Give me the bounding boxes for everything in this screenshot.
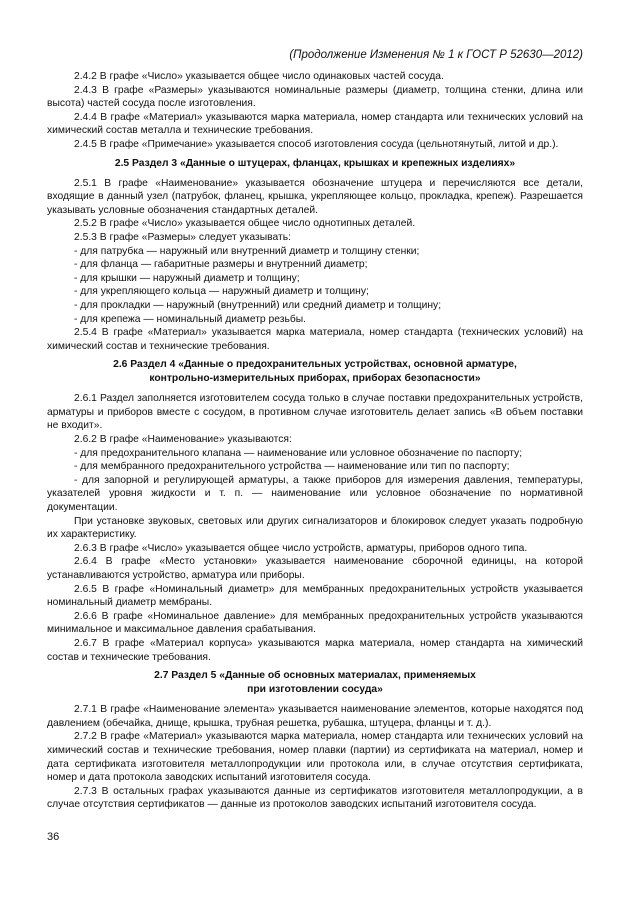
- paragraph: 2.6.5 В графе «Номинальный диаметр» для мембранных предохранительных устройств указывается номинальный диаметр мембраны.: [47, 583, 583, 609]
- paragraph: 2.6.7 В графе «Материал корпуса» указываются марка материала, номер стандарта на химический состав и технические требования.: [47, 637, 583, 663]
- paragraph: - для крышки — наружный диаметр и толщину;: [74, 272, 300, 284]
- paragraph: - для патрубка — наружный или внутренний диаметр и толщину стенки;: [74, 245, 420, 257]
- document-body: [47, 70, 583, 812]
- paragraph: - для крепежа — номинальный диаметр резьбы.: [74, 313, 306, 325]
- section-heading-line: 2.6 Раздел 4 «Данные о предохранительных устройствах, основной арматуре,: [113, 359, 517, 371]
- paragraph: 2.7.1 В графе «Наименование элемента» указывается наименование элементов, которые находятся под давлением (обечайка, днище, крышка, трубная решетка, рубашка, штуцера, фланцы и т. д.).: [47, 704, 583, 729]
- section-heading-line: при изготовлении сосуда»: [247, 684, 383, 696]
- paragraph: 2.5.1 В графе «Наименование» указывается обозначение штуцера и перечисляются все детали, входящие в данный узел (патрубок, фланец, крышка, укрепляющее кольцо, прокладка, крепеж). Разрешается указывать условные обозначения стандартных деталей.: [47, 177, 583, 216]
- paragraph: 2.5.2 В графе «Число» указывается общее число однотипных деталей.: [74, 218, 416, 230]
- section-heading: [47, 358, 583, 386]
- paragraph: 2.6.2 В графе «Наименование» указываются:: [74, 434, 292, 446]
- paragraph: 2.4.4 В графе «Материал» указываются марка материала, номер стандарта или технических условий на химический состав металла и технические требования.: [47, 111, 583, 137]
- paragraph: - для предохранительного клапана — наименование или условное обозначение по паспорту;: [74, 447, 523, 459]
- paragraph: - для укрепляющего кольца — наружный диаметр и толщину;: [74, 286, 369, 298]
- paragraph: 2.4.5 В графе «Примечание» указывается способ изготовления сосуда (цельнотянутый, литой и др.).: [74, 138, 559, 150]
- section-heading: [47, 669, 583, 697]
- paragraph: 2.5.3 В графе «Размеры» следует указывать:: [74, 231, 291, 243]
- paragraph: - для мембранного предохранительного устройства — наименование или тип по паспорту;: [74, 461, 510, 473]
- paragraph: - для запорной и регулирующей арматуры, а также приборов для измерения давления, температуры, указателей уровня жидкости и т. п. — наименование или условное обозначение по нормативной документации.: [47, 474, 583, 514]
- paragraph: - для прокладки — наружный (внутренний) или средний диаметр и толщину;: [74, 299, 442, 311]
- section-heading-line: 2.5 Раздел 3 «Данные о штуцерах, фланцах, крышках и крепежных изделиях»: [114, 157, 516, 169]
- page-number: 36: [47, 831, 60, 843]
- paragraph: 2.7.2 В графе «Материал» указываются марка материала, номер стандарта или технических условий на химический состав и технические требования, номер плавки (партии) из сертификата на материал, номер и дата сертификата изготовителя металлопродукции или протокола или, в случае отсутствия сертификата, номер и дата протокола заводских испытаний изготовителя сосуда.: [47, 731, 583, 784]
- paragraph: 2.6.4 В графе «Место установки» указывается наименование сборочной единицы, на которой устанавливаются устройство, арматура или приборы.: [47, 556, 583, 581]
- paragraph: 2.5.4 В графе «Материал» указывается марка материала, номер стандарта (технических условий) на химический состав и технические требования.: [47, 327, 583, 352]
- paragraph: - для фланца — габаритные размеры и внутренний диаметр;: [74, 259, 368, 271]
- section-heading-line: 2.7 Раздел 5 «Данные об основных материалах, применяемых: [154, 670, 476, 682]
- paragraph: 2.7.3 В остальных графах указываются данные из сертификатов изготовителя металлопродукции, а в случае отсутствия сертификатов — данные из протоколов заводских испытаний изготовителя сосуда.: [47, 785, 583, 811]
- section-heading: [47, 157, 583, 171]
- paragraph: 2.6.3 В графе «Число» указывается общее число устройств, арматуры, приборов одного типа.: [74, 542, 528, 554]
- paragraph: 2.4.3 В графе «Размеры» указываются номинальные размеры (диаметр, толщина стенки, длина или высота) частей сосуда после изготовления.: [47, 84, 583, 110]
- paragraph: При установке звуковых, световых или других сигнализаторов и блокировок следует указать подробную их характеристику.: [47, 515, 583, 541]
- paragraph: 2.6.6 В графе «Номинальное давление» для мембранных предохранительных устройств указываются минимальное и максимальное давления срабатывания.: [47, 610, 583, 636]
- section-heading-line: контрольно-измерительных приборах, приборах безопасности»: [149, 373, 481, 385]
- paragraph: 2.4.2 В графе «Число» указывается общее число одинаковых частей сосуда.: [74, 71, 444, 82]
- paragraph: 2.6.1 Раздел заполняется изготовителем сосуда только в случае поставки предохранительных устройств, арматуры и приборов вместе с сосудом, в противном случае изготовитель делает запись «В объем поставки не входит».: [47, 393, 583, 432]
- running-header: (Продолжение Изменения № 1 к ГОСТ Р 52630—2012): [289, 49, 583, 61]
